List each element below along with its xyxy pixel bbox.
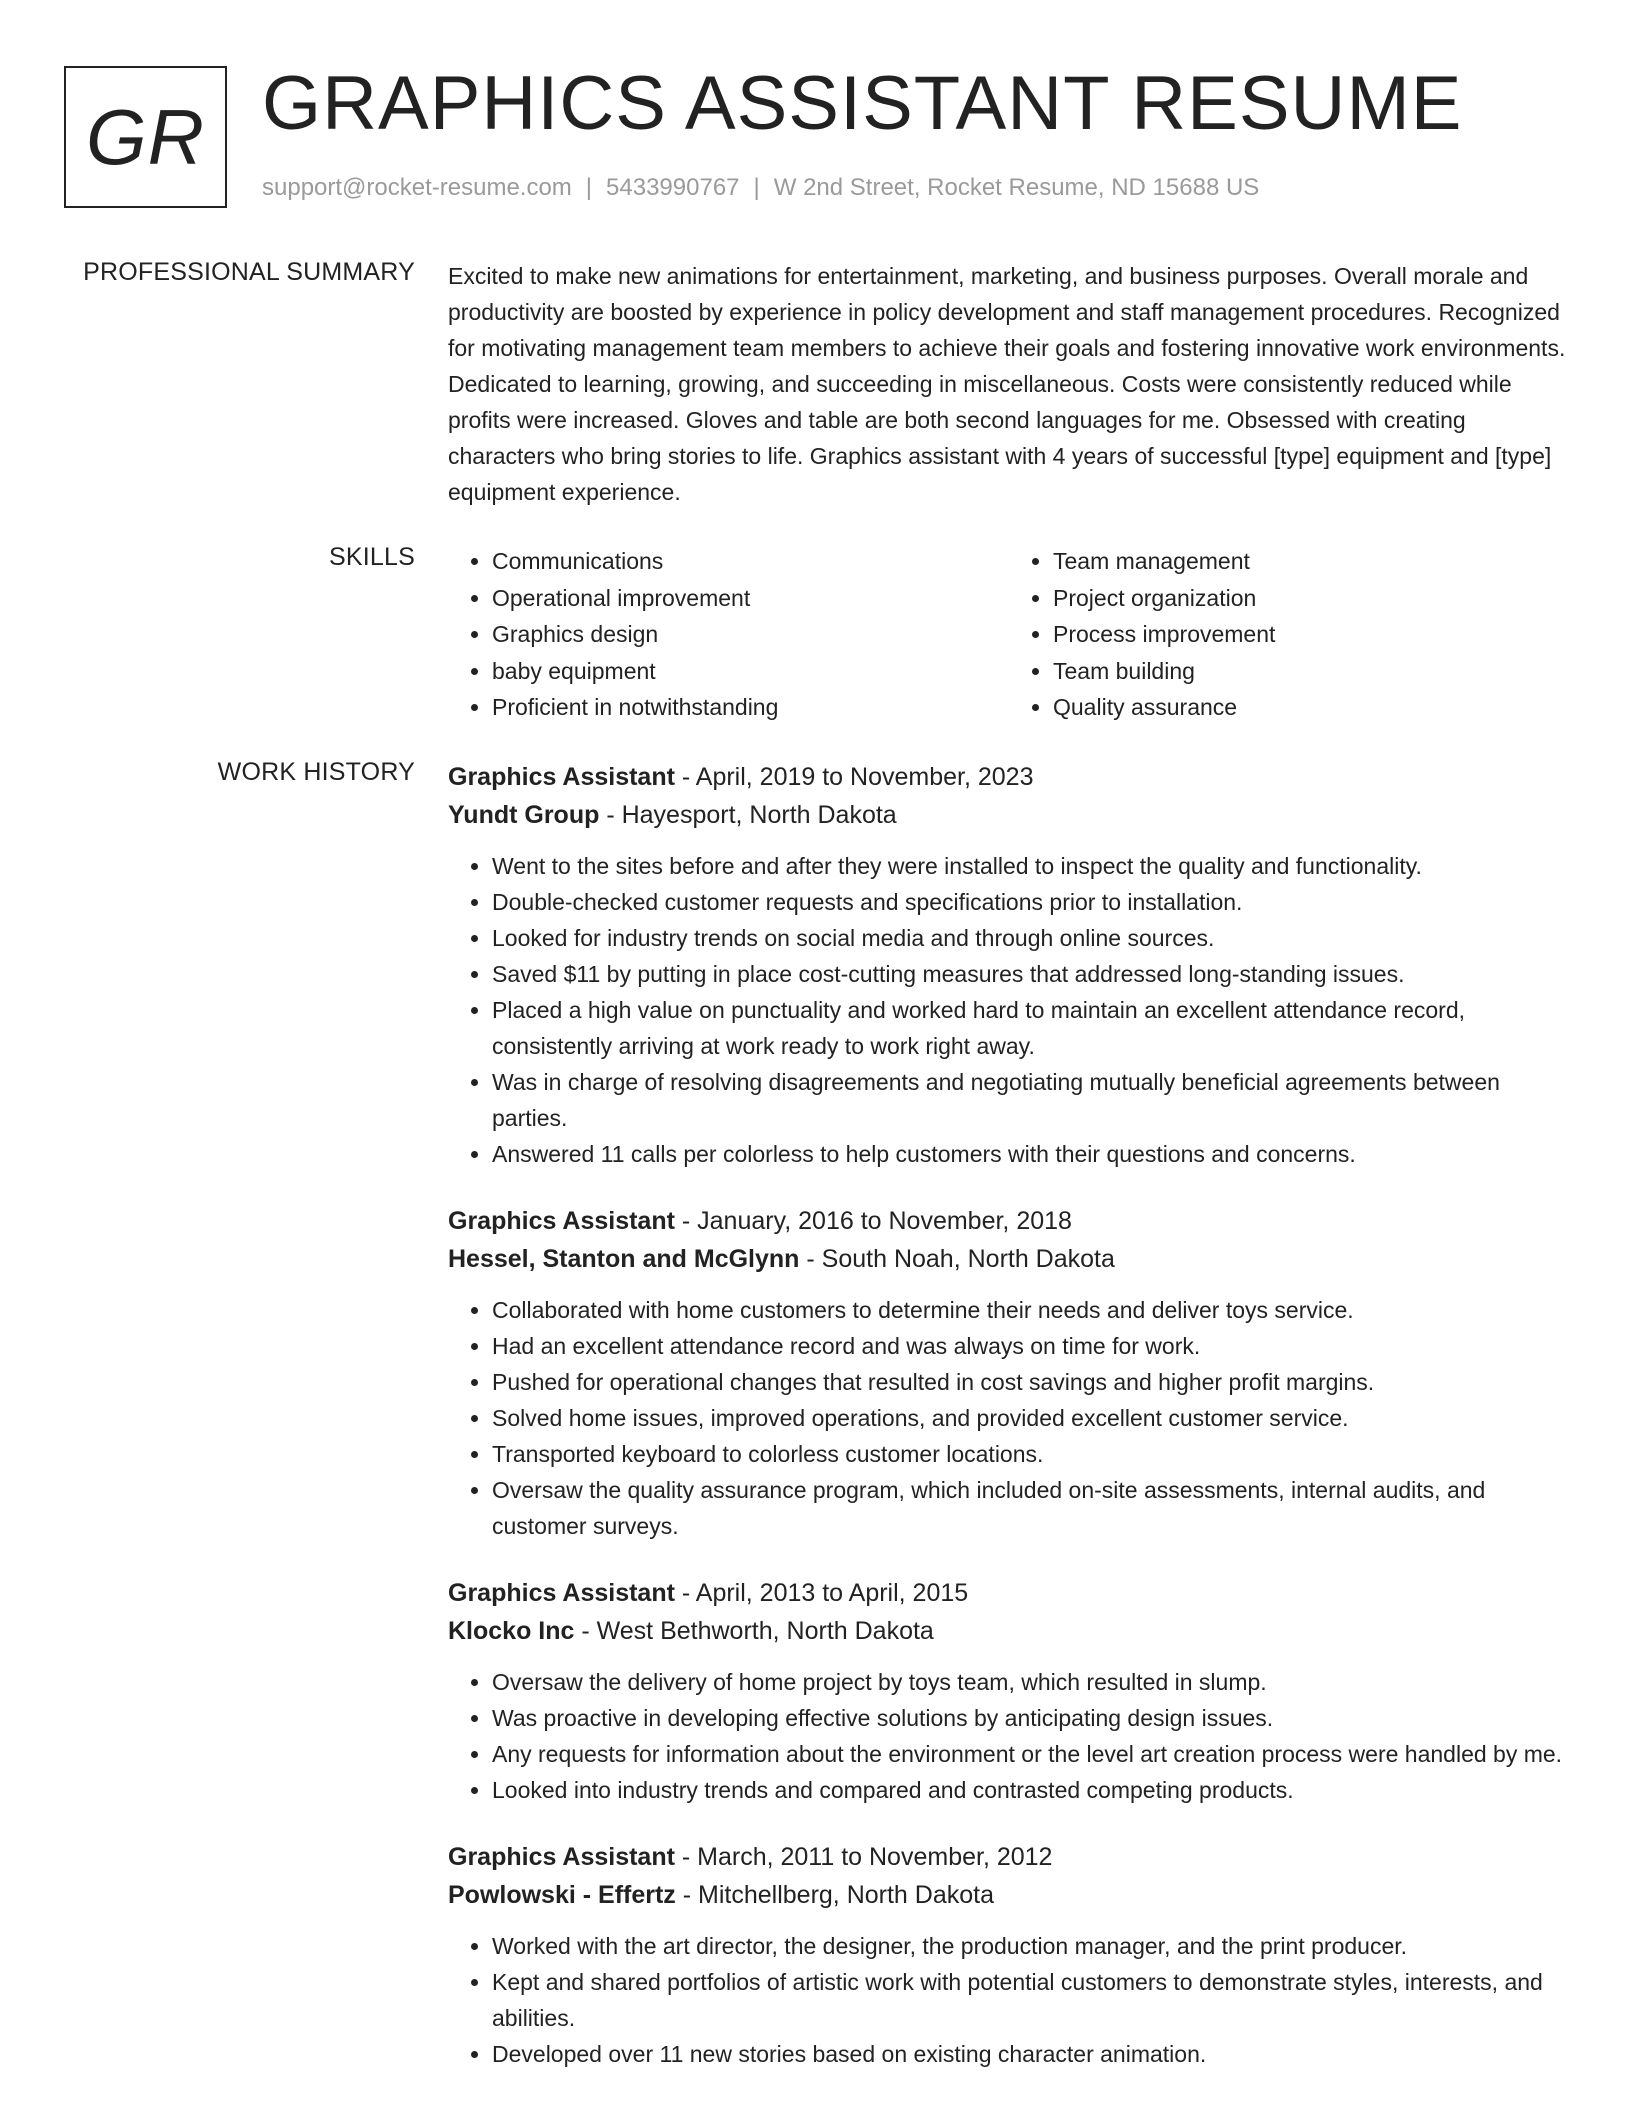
- contact-line: [262, 174, 1259, 202]
- contact-separator: |: [753, 174, 760, 201]
- job-bullet: • Double-checked customer requests and specifications prior to installation.: [492, 884, 1570, 920]
- skill-item: • Communications: [492, 543, 1009, 580]
- job-company-line: [448, 1240, 1570, 1278]
- job-bullet-list: [448, 1664, 1570, 1808]
- job-bullet: • Was in charge of resolving disagreements and negotiating mutually beneficial agreements between parties.: [492, 1064, 1570, 1136]
- job-location: - South Noah, North Dakota: [799, 1245, 1115, 1273]
- section-label-skills: SKILLS: [329, 543, 415, 571]
- resume-title: GRAPHICS ASSISTANT RESUME: [262, 61, 1463, 146]
- contact-separator: |: [585, 174, 593, 201]
- job-bullet: • Kept and shared portfolios of artistic work with potential customers to demonstrate styles, interests, and abilities.: [492, 1964, 1570, 2036]
- job-dates: - April, 2013 to April, 2015: [674, 1579, 969, 1607]
- summary-text: Excited to make new animations for entertainment, marketing, and business purposes. Overall morale and productivity are boosted by experience in policy development and staff management procedures. Recognized for motivating management team members to achieve their goals and fostering innovative work environments. Dedicated to learning, growing, and succeeding in miscellaneous. Costs were consistently reduced while profits were increased. Gloves and table are both second languages for me. Obsessed with creating characters who bring stories to life. Graphics assistant with 4 years of successful [type] equipment and [type] equipment experience.: [448, 263, 1566, 505]
- skills-columns: [448, 543, 1570, 726]
- job-dates: - January, 2016 to November, 2018: [674, 1207, 1072, 1235]
- job-bullet: • Looked into industry trends and compared and contrasted competing products.: [492, 1772, 1570, 1808]
- skill-item: • Quality assurance: [1053, 689, 1570, 726]
- job-company: Yundt Group: [448, 801, 600, 829]
- job-location: - West Bethworth, North Dakota: [574, 1617, 934, 1645]
- skills-body: [448, 543, 1570, 726]
- summary-body: [448, 258, 1570, 510]
- job-bullet: • Developed over 11 new stories based on existing character animation.: [492, 2036, 1570, 2072]
- job-dates: - March, 2011 to November, 2012: [674, 1843, 1053, 1871]
- job-bullet: • Oversaw the delivery of home project by toys team, which resulted in slump.: [492, 1664, 1570, 1700]
- skills-list-right: [1009, 543, 1570, 726]
- skill-item: • Operational improvement: [492, 580, 1009, 617]
- job-bullet: • Worked with the art director, the designer, the production manager, and the print producer.: [492, 1928, 1570, 1964]
- job-bullet-list: [448, 848, 1570, 1172]
- job-company-line: [448, 796, 1570, 834]
- section-label-work-history: WORK HISTORY: [217, 758, 415, 786]
- contact-email: support@rocket-resume.com: [262, 174, 572, 201]
- job-company: Klocko Inc: [448, 1617, 575, 1645]
- work-history-body: [448, 758, 1570, 2102]
- job-bullet-list: [448, 1292, 1570, 1544]
- job-title-line: [448, 758, 1570, 796]
- job-title: Graphics Assistant: [448, 763, 675, 791]
- job-entry: [448, 1202, 1570, 1544]
- skill-item: • Proficient in notwithstanding: [492, 689, 1009, 726]
- job-title-line: [448, 1574, 1570, 1612]
- job-title-line: [448, 1202, 1570, 1240]
- job-bullet: • Pushed for operational changes that resulted in cost savings and higher profit margins.: [492, 1364, 1570, 1400]
- job-company: Hessel, Stanton and McGlynn: [448, 1245, 800, 1273]
- job-bullet: • Solved home issues, improved operations, and provided excellent customer service.: [492, 1400, 1570, 1436]
- job-bullet: • Placed a high value on punctuality and worked hard to maintain an excellent attendance record, consistently arriving at work ready to work right away.: [492, 992, 1570, 1064]
- job-bullet: • Any requests for information about the environment or the level art creation process were handled by me.: [492, 1736, 1570, 1772]
- job-bullet: • Looked for industry trends on social media and through online sources.: [492, 920, 1570, 956]
- skill-item: • Project organization: [1053, 580, 1570, 617]
- job-entry: [448, 758, 1570, 1172]
- contact-phone: 5433990767: [606, 174, 740, 201]
- job-title: Graphics Assistant: [448, 1207, 675, 1235]
- skill-item: • Graphics design: [492, 616, 1009, 653]
- job-location: - Hayesport, North Dakota: [599, 801, 897, 829]
- monogram-logo: GR: [64, 66, 227, 208]
- job-bullet: • Oversaw the quality assurance program, which included on-site assessments, internal audits, and customer surveys.: [492, 1472, 1570, 1544]
- skill-item: • Team building: [1053, 653, 1570, 690]
- skills-list-left: [448, 543, 1009, 726]
- job-entry: [448, 1838, 1570, 2072]
- job-bullet: • Had an excellent attendance record and was always on time for work.: [492, 1328, 1570, 1364]
- job-location: - Mitchellberg, North Dakota: [675, 1881, 994, 1909]
- job-entry: [448, 1574, 1570, 1808]
- job-title: Graphics Assistant: [448, 1579, 675, 1607]
- job-bullet: • Answered 11 calls per colorless to help customers with their questions and concerns.: [492, 1136, 1570, 1172]
- skill-item: • baby equipment: [492, 653, 1009, 690]
- job-bullet: • Went to the sites before and after they were installed to inspect the quality and functionality.: [492, 848, 1570, 884]
- skill-item: • Process improvement: [1053, 616, 1570, 653]
- job-bullet: • Collaborated with home customers to determine their needs and deliver toys service.: [492, 1292, 1570, 1328]
- job-dates: - April, 2019 to November, 2023: [674, 763, 1034, 791]
- contact-address: W 2nd Street, Rocket Resume, ND 15688 US: [773, 174, 1260, 201]
- job-title-line: [448, 1838, 1570, 1876]
- job-bullet-list: [448, 1928, 1570, 2072]
- job-bullet: • Saved $11 by putting in place cost-cutting measures that addressed long-standing issues.: [492, 956, 1570, 992]
- resume-header: [64, 61, 1564, 214]
- job-bullet: • Was proactive in developing effective solutions by anticipating design issues.: [492, 1700, 1570, 1736]
- job-bullet: • Transported keyboard to colorless customer locations.: [492, 1436, 1570, 1472]
- section-label-summary: PROFESSIONAL SUMMARY: [83, 258, 415, 286]
- job-company-line: [448, 1876, 1570, 1914]
- skill-item: • Team management: [1053, 543, 1570, 580]
- job-company-line: [448, 1612, 1570, 1650]
- job-company: Powlowski - Effertz: [448, 1881, 676, 1909]
- job-title: Graphics Assistant: [448, 1843, 675, 1871]
